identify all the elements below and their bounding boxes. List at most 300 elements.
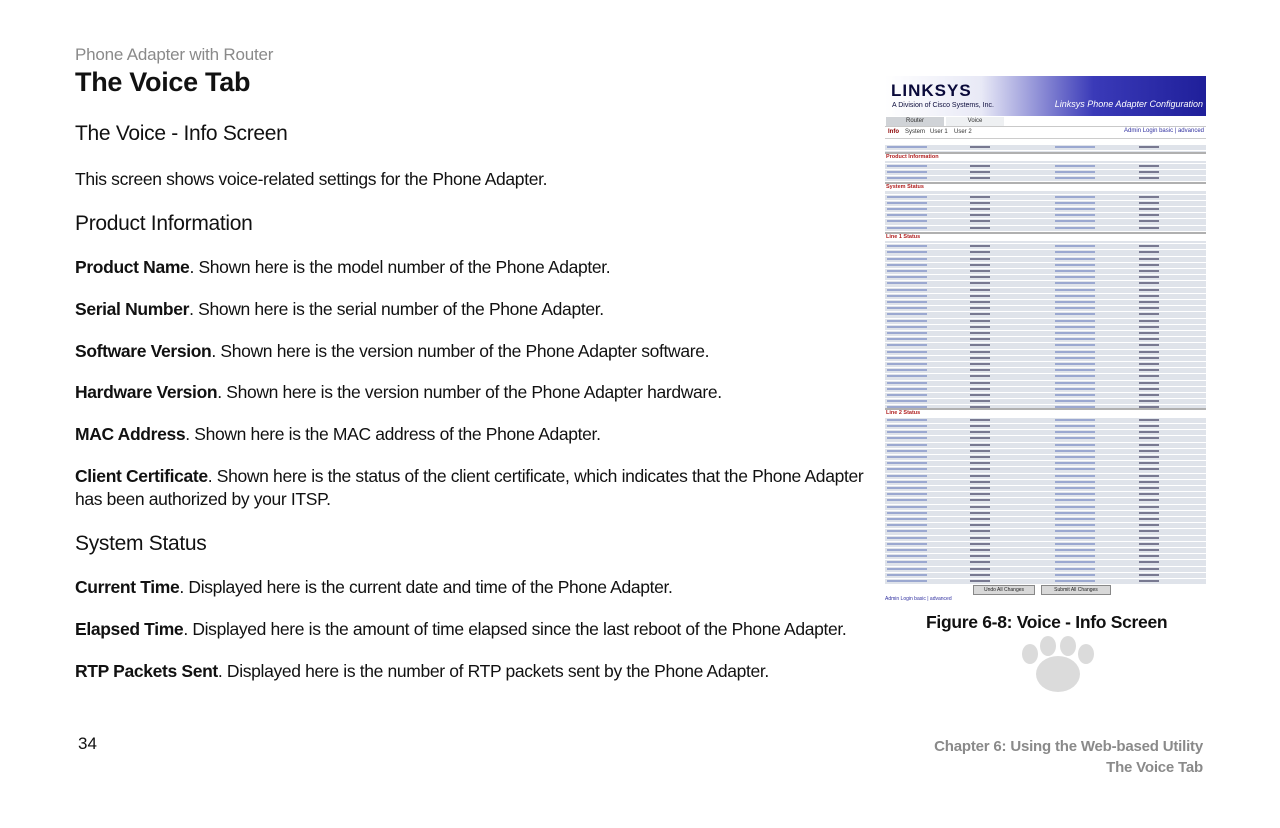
figure-row-text bbox=[887, 375, 927, 377]
item-desc: . Shown here is the model number of the Phone Adapter. bbox=[189, 257, 611, 277]
figure-row-text bbox=[970, 375, 990, 377]
item-term: Product Name bbox=[75, 257, 190, 277]
item-desc: . Shown here is the version number of the Phone Adapter hardware. bbox=[217, 382, 722, 402]
figure-row-text bbox=[887, 475, 927, 477]
item-desc: . Displayed here is the number of RTP packets sent by the Phone Adapter. bbox=[217, 661, 769, 681]
figure-row-text bbox=[1055, 202, 1095, 204]
item-term: Client Certificate bbox=[75, 466, 208, 486]
figure-row-text bbox=[887, 400, 927, 402]
figure-row-text bbox=[1139, 394, 1159, 396]
figure-row bbox=[885, 479, 1206, 481]
figure-row-text bbox=[887, 524, 927, 526]
figure-row-text bbox=[1139, 512, 1159, 514]
figure-row bbox=[885, 398, 1206, 400]
figure-row-text bbox=[970, 382, 990, 384]
figure-row bbox=[885, 504, 1206, 506]
figure-row-text bbox=[970, 245, 990, 247]
figure-row bbox=[885, 249, 1206, 251]
figure-row-text bbox=[1139, 481, 1159, 483]
figure-row-text bbox=[1055, 270, 1095, 272]
figure-row-text bbox=[1139, 524, 1159, 526]
figure-tab-voice: Voice bbox=[946, 117, 1004, 126]
figure-row-text bbox=[970, 369, 990, 371]
figure-row-text bbox=[1055, 580, 1095, 582]
chapter-title: Chapter 6: Using the Web-based Utility bbox=[934, 738, 1203, 755]
figure-row-text bbox=[1055, 481, 1095, 483]
figure-sub-tabs bbox=[885, 127, 1206, 139]
figure-row-text bbox=[1139, 282, 1159, 284]
figure-row bbox=[885, 572, 1206, 574]
figure-row-text bbox=[887, 444, 927, 446]
figure-row-text bbox=[970, 227, 990, 229]
figure-row-text bbox=[970, 555, 990, 557]
figure-row bbox=[885, 212, 1206, 214]
figure-row-text bbox=[970, 524, 990, 526]
figure-row-text bbox=[887, 431, 927, 433]
watermark-logo-box bbox=[908, 686, 1208, 731]
figure-row-text bbox=[1139, 220, 1159, 222]
figure-row bbox=[885, 473, 1206, 475]
figure-row-text bbox=[1055, 251, 1095, 253]
figure-row-text bbox=[1139, 518, 1159, 520]
figure-row-text bbox=[1139, 487, 1159, 489]
item-term: Current Time bbox=[75, 577, 180, 597]
figure-row-text bbox=[1055, 313, 1095, 315]
figure-row-text bbox=[887, 481, 927, 483]
figure-row bbox=[885, 553, 1206, 555]
figure-row-text bbox=[887, 344, 927, 346]
figure-row-text bbox=[1055, 568, 1095, 570]
figure-row-text bbox=[1055, 530, 1095, 532]
figure-row bbox=[885, 169, 1206, 171]
figure-row-text bbox=[1055, 419, 1095, 421]
figure-row bbox=[885, 541, 1206, 543]
figure-section-header: Line 2 Status bbox=[885, 408, 1206, 417]
figure-row-text bbox=[1055, 369, 1095, 371]
figure-row bbox=[885, 466, 1206, 468]
figure-row-text bbox=[1139, 307, 1159, 309]
figure-row-text bbox=[1055, 537, 1095, 539]
figure-row-text bbox=[970, 326, 990, 328]
figure-row-text bbox=[887, 258, 927, 260]
figure-row-text bbox=[970, 332, 990, 334]
figure-row-text bbox=[1139, 400, 1159, 402]
figure-row-text bbox=[887, 357, 927, 359]
figure-row-text bbox=[887, 382, 927, 384]
figure-row-text bbox=[970, 307, 990, 309]
figure-row-text bbox=[1139, 301, 1159, 303]
figure-row-text bbox=[1055, 258, 1095, 260]
figure-row-text bbox=[1139, 177, 1159, 179]
figure-row-text bbox=[1139, 227, 1159, 229]
figure-row-text bbox=[970, 270, 990, 272]
figure-row-text bbox=[887, 251, 927, 253]
figure-row-text bbox=[1139, 251, 1159, 253]
figure-row-text bbox=[887, 208, 927, 210]
figure-row-text bbox=[1139, 537, 1159, 539]
figure-row bbox=[885, 355, 1206, 357]
paw-icon bbox=[1022, 636, 1094, 692]
item-term: MAC Address bbox=[75, 424, 186, 444]
figure-row bbox=[885, 163, 1206, 165]
figure-row-text bbox=[1139, 456, 1159, 458]
figure-banner bbox=[885, 76, 1206, 116]
figure-row bbox=[885, 361, 1206, 363]
figure-row-text bbox=[1139, 351, 1159, 353]
figure-row-text bbox=[887, 313, 927, 315]
figure-row bbox=[885, 305, 1206, 307]
figure-row-text bbox=[1055, 276, 1095, 278]
figure-row-text bbox=[1055, 462, 1095, 464]
figure-row-text bbox=[970, 518, 990, 520]
figure-undo-button: Undo All Changes bbox=[973, 585, 1035, 595]
figure-row bbox=[885, 330, 1206, 332]
figure-row-text bbox=[970, 475, 990, 477]
section-heading-system-status: System Status bbox=[75, 532, 207, 555]
figure-row-text bbox=[970, 264, 990, 266]
figure-section-header: System Status bbox=[885, 182, 1206, 191]
figure-row-text bbox=[970, 394, 990, 396]
figure-row-text bbox=[970, 171, 990, 173]
figure-row-text bbox=[970, 320, 990, 322]
figure-row-text bbox=[970, 530, 990, 532]
figure-row-text bbox=[887, 220, 927, 222]
item-desc: . Displayed here is the amount of time elapsed since the last reboot of the Phone Adapter. bbox=[183, 619, 847, 639]
figure-tab-router: Router bbox=[886, 117, 944, 126]
figure-row bbox=[885, 367, 1206, 369]
figure-row-text bbox=[970, 196, 990, 198]
figure-row bbox=[885, 336, 1206, 338]
figure-row-text bbox=[970, 313, 990, 315]
figure-row-text bbox=[1139, 295, 1159, 297]
figure-row-text bbox=[970, 487, 990, 489]
figure-banner-title: Linksys Phone Adapter Configuration bbox=[1054, 99, 1203, 109]
figure-row bbox=[885, 243, 1206, 245]
figure-row-text bbox=[1055, 388, 1095, 390]
linksys-logo-subtitle: A Division of Cisco Systems, Inc. bbox=[892, 102, 994, 109]
figure-row-text bbox=[970, 295, 990, 297]
figure-row-text bbox=[1055, 171, 1095, 173]
figure-row-text bbox=[887, 530, 927, 532]
figure-row-text bbox=[887, 574, 927, 576]
figure-row-text bbox=[887, 499, 927, 501]
figure-row bbox=[885, 460, 1206, 462]
figure-row-text bbox=[887, 307, 927, 309]
figure-row-text bbox=[887, 437, 927, 439]
figure-row-text bbox=[970, 462, 990, 464]
figure-row-text bbox=[1055, 437, 1095, 439]
figure-row-text bbox=[887, 245, 927, 247]
figure-row-text bbox=[887, 493, 927, 495]
item-serial-number bbox=[75, 298, 865, 321]
item-software-version bbox=[75, 340, 865, 363]
figure-row-text bbox=[970, 251, 990, 253]
figure-row-text bbox=[970, 388, 990, 390]
figure-row-text bbox=[1139, 264, 1159, 266]
intro-paragraph: This screen shows voice-related settings for the Phone Adapter. bbox=[75, 169, 548, 189]
figure-row-text bbox=[1055, 165, 1095, 167]
figure-row-text bbox=[1055, 282, 1095, 284]
figure-row-text bbox=[1139, 462, 1159, 464]
figure-row bbox=[885, 274, 1206, 276]
figure-row-text bbox=[1055, 264, 1095, 266]
figure-row-text bbox=[1139, 530, 1159, 532]
figure-row-text bbox=[1055, 196, 1095, 198]
figure-row-text bbox=[887, 462, 927, 464]
figure-row bbox=[885, 373, 1206, 375]
figure-row-text bbox=[970, 580, 990, 582]
item-term: Hardware Version bbox=[75, 382, 218, 402]
figure-row-text bbox=[887, 177, 927, 179]
figure-row-text bbox=[1055, 444, 1095, 446]
figure-row-text bbox=[970, 543, 990, 545]
figure-row-text bbox=[1139, 419, 1159, 421]
figure-row-text bbox=[887, 326, 927, 328]
item-term: Elapsed Time bbox=[75, 619, 184, 639]
figure-row-text bbox=[1055, 295, 1095, 297]
figure-row-text bbox=[1055, 301, 1095, 303]
figure-footer-links: Admin Login basic | advanced bbox=[885, 596, 952, 602]
figure-row-text bbox=[970, 351, 990, 353]
figure-row-text bbox=[1139, 357, 1159, 359]
figure-row bbox=[885, 386, 1206, 388]
figure-row-text bbox=[887, 301, 927, 303]
figure-row-text bbox=[970, 419, 990, 421]
linksys-logo: LINKSYS bbox=[891, 81, 972, 100]
figure-row-text bbox=[970, 220, 990, 222]
figure-row bbox=[885, 225, 1206, 227]
figure-row bbox=[885, 547, 1206, 549]
figure-row-text bbox=[887, 456, 927, 458]
figure-row-text bbox=[1055, 320, 1095, 322]
figure-row-text bbox=[1139, 499, 1159, 501]
figure-row-text bbox=[887, 146, 927, 148]
item-desc: . Shown here is the serial number of the Phone Adapter. bbox=[189, 299, 604, 319]
figure-section-header: Product Information bbox=[885, 152, 1206, 161]
figure-row-text bbox=[1139, 338, 1159, 340]
item-product-name bbox=[75, 256, 865, 279]
figure-row-text bbox=[887, 264, 927, 266]
figure-row-text bbox=[887, 214, 927, 216]
figure-row-text bbox=[970, 499, 990, 501]
figure-row-text bbox=[970, 289, 990, 291]
item-desc: . Displayed here is the current date and time of the Phone Adapter. bbox=[179, 577, 673, 597]
item-elapsed-time bbox=[75, 618, 865, 641]
figure-row-text bbox=[887, 227, 927, 229]
figure-row-text bbox=[887, 487, 927, 489]
figure-row-text bbox=[1055, 543, 1095, 545]
figure-row bbox=[885, 200, 1206, 202]
figure-row-text bbox=[1055, 208, 1095, 210]
figure-row-text bbox=[887, 196, 927, 198]
figure-row bbox=[885, 299, 1206, 301]
figure-row-text bbox=[887, 320, 927, 322]
figure-row bbox=[885, 559, 1206, 561]
figure-row-text bbox=[970, 258, 990, 260]
figure-row-text bbox=[1055, 493, 1095, 495]
figure-row bbox=[885, 404, 1206, 406]
figure-row-text bbox=[1139, 555, 1159, 557]
figure-row-text bbox=[1055, 506, 1095, 508]
figure-row-text bbox=[887, 450, 927, 452]
figure-row-text bbox=[1055, 499, 1095, 501]
figure-row bbox=[885, 268, 1206, 270]
figure-row-text bbox=[887, 425, 927, 427]
figure-row-text bbox=[887, 468, 927, 470]
item-mac-address bbox=[75, 423, 865, 446]
figure-row-text bbox=[970, 568, 990, 570]
figure-row-text bbox=[970, 400, 990, 402]
figure-row-text bbox=[1139, 431, 1159, 433]
figure-row-text bbox=[1139, 382, 1159, 384]
figure-row-text bbox=[1139, 196, 1159, 198]
figure-row-text bbox=[887, 555, 927, 557]
figure-row-text bbox=[1055, 549, 1095, 551]
figure-row-text bbox=[1139, 332, 1159, 334]
figure-row-text bbox=[970, 363, 990, 365]
figure-row bbox=[885, 522, 1206, 524]
figure-admin-links: Admin Login basic | advanced bbox=[1124, 128, 1204, 134]
figure-row-text bbox=[970, 444, 990, 446]
figure-row-text bbox=[887, 338, 927, 340]
figure-row bbox=[885, 287, 1206, 289]
figure-row-text bbox=[1139, 270, 1159, 272]
figure-row-text bbox=[970, 208, 990, 210]
figure-row-text bbox=[1139, 258, 1159, 260]
figure-row bbox=[885, 528, 1206, 530]
figure-row-text bbox=[1055, 394, 1095, 396]
item-term: RTP Packets Sent bbox=[75, 661, 218, 681]
figure-subtab-user1: User 1 bbox=[930, 129, 948, 135]
item-current-time bbox=[75, 576, 865, 599]
figure-row bbox=[885, 293, 1206, 295]
figure-row-text bbox=[887, 543, 927, 545]
figure-row-text bbox=[887, 202, 927, 204]
figure-row bbox=[885, 435, 1206, 437]
figure-row bbox=[885, 566, 1206, 568]
figure-row-text bbox=[970, 344, 990, 346]
figure-row-text bbox=[1055, 561, 1095, 563]
figure-row-text bbox=[1055, 307, 1095, 309]
figure-row-text bbox=[970, 537, 990, 539]
figure-row-text bbox=[970, 512, 990, 514]
figure-row-text bbox=[887, 351, 927, 353]
figure-row-text bbox=[887, 388, 927, 390]
figure-row-text bbox=[1055, 177, 1095, 179]
figure-row-text bbox=[887, 506, 927, 508]
figure-row bbox=[885, 318, 1206, 320]
figure-row-text bbox=[1055, 220, 1095, 222]
page-eyebrow: Phone Adapter with Router bbox=[75, 45, 274, 64]
figure-row bbox=[885, 510, 1206, 512]
figure-row-text bbox=[1139, 444, 1159, 446]
figure-row-text bbox=[1055, 146, 1095, 148]
figure-row-text bbox=[1139, 475, 1159, 477]
item-term: Serial Number bbox=[75, 299, 190, 319]
figure-row-text bbox=[887, 276, 927, 278]
figure-row-text bbox=[970, 468, 990, 470]
figure-row-text bbox=[1139, 171, 1159, 173]
figure-row-text bbox=[1055, 555, 1095, 557]
figure-row-text bbox=[970, 437, 990, 439]
figure-row-text bbox=[1139, 208, 1159, 210]
figure-row-text bbox=[1055, 245, 1095, 247]
figure-row-text bbox=[1139, 493, 1159, 495]
figure-row-text bbox=[1139, 561, 1159, 563]
figure-row-text bbox=[970, 357, 990, 359]
figure-row-text bbox=[970, 146, 990, 148]
item-client-certificate bbox=[75, 465, 865, 511]
figure-row-text bbox=[970, 282, 990, 284]
item-desc: . Shown here is the status of the client certificate, which indicates that the Phone Adapter has been authorized by your ITSP. bbox=[75, 466, 864, 509]
figure-row-text bbox=[1139, 202, 1159, 204]
figure-row bbox=[885, 423, 1206, 425]
figure-row bbox=[885, 497, 1206, 499]
figure-body bbox=[885, 144, 1206, 584]
figure-section-header: Line 1 Status bbox=[885, 232, 1206, 241]
figure-row-text bbox=[1139, 326, 1159, 328]
figure-row-text bbox=[1139, 276, 1159, 278]
figure-row-text bbox=[887, 363, 927, 365]
figure-row-text bbox=[887, 270, 927, 272]
figure-row-text bbox=[1055, 214, 1095, 216]
figure-row-text bbox=[1055, 487, 1095, 489]
figure-row bbox=[885, 349, 1206, 351]
figure-row-text bbox=[1139, 425, 1159, 427]
figure-row-text bbox=[1055, 344, 1095, 346]
figure-row-text bbox=[1055, 524, 1095, 526]
figure-row-text bbox=[1139, 388, 1159, 390]
figure-row-text bbox=[887, 580, 927, 582]
figure-row-text bbox=[1139, 146, 1159, 148]
figure-row-text bbox=[1055, 400, 1095, 402]
figure-row-text bbox=[887, 537, 927, 539]
figure-row-text bbox=[970, 493, 990, 495]
figure-screenshot bbox=[885, 76, 1206, 604]
figure-row-text bbox=[970, 450, 990, 452]
figure-row-text bbox=[1055, 574, 1095, 576]
figure-row-text bbox=[887, 568, 927, 570]
figure-row bbox=[885, 485, 1206, 487]
figure-row-text bbox=[1139, 245, 1159, 247]
item-term: Software Version bbox=[75, 341, 212, 361]
figure-row-text bbox=[1055, 227, 1095, 229]
figure-row-text bbox=[887, 165, 927, 167]
figure-row-text bbox=[1139, 165, 1159, 167]
figure-row bbox=[885, 280, 1206, 282]
figure-row-text bbox=[1139, 543, 1159, 545]
chapter-subtitle: The Voice Tab bbox=[1106, 759, 1203, 776]
figure-row-text bbox=[1139, 450, 1159, 452]
figure-row-text bbox=[1139, 580, 1159, 582]
section-heading-product-info: Product Information bbox=[75, 212, 253, 235]
figure-row bbox=[885, 324, 1206, 326]
figure-row-text bbox=[887, 171, 927, 173]
figure-row-text bbox=[887, 549, 927, 551]
figure-row-text bbox=[1055, 425, 1095, 427]
figure-row-text bbox=[970, 481, 990, 483]
figure-row-text bbox=[1139, 313, 1159, 315]
figure-row-text bbox=[970, 202, 990, 204]
figure-row-text bbox=[887, 518, 927, 520]
figure-row-text bbox=[1055, 475, 1095, 477]
figure-subtab-user2: User 2 bbox=[954, 129, 972, 135]
figure-row bbox=[885, 417, 1206, 419]
figure-row-text bbox=[1139, 574, 1159, 576]
figure-row-text bbox=[887, 282, 927, 284]
figure-top-tabs bbox=[885, 116, 1206, 127]
figure-row-text bbox=[887, 332, 927, 334]
